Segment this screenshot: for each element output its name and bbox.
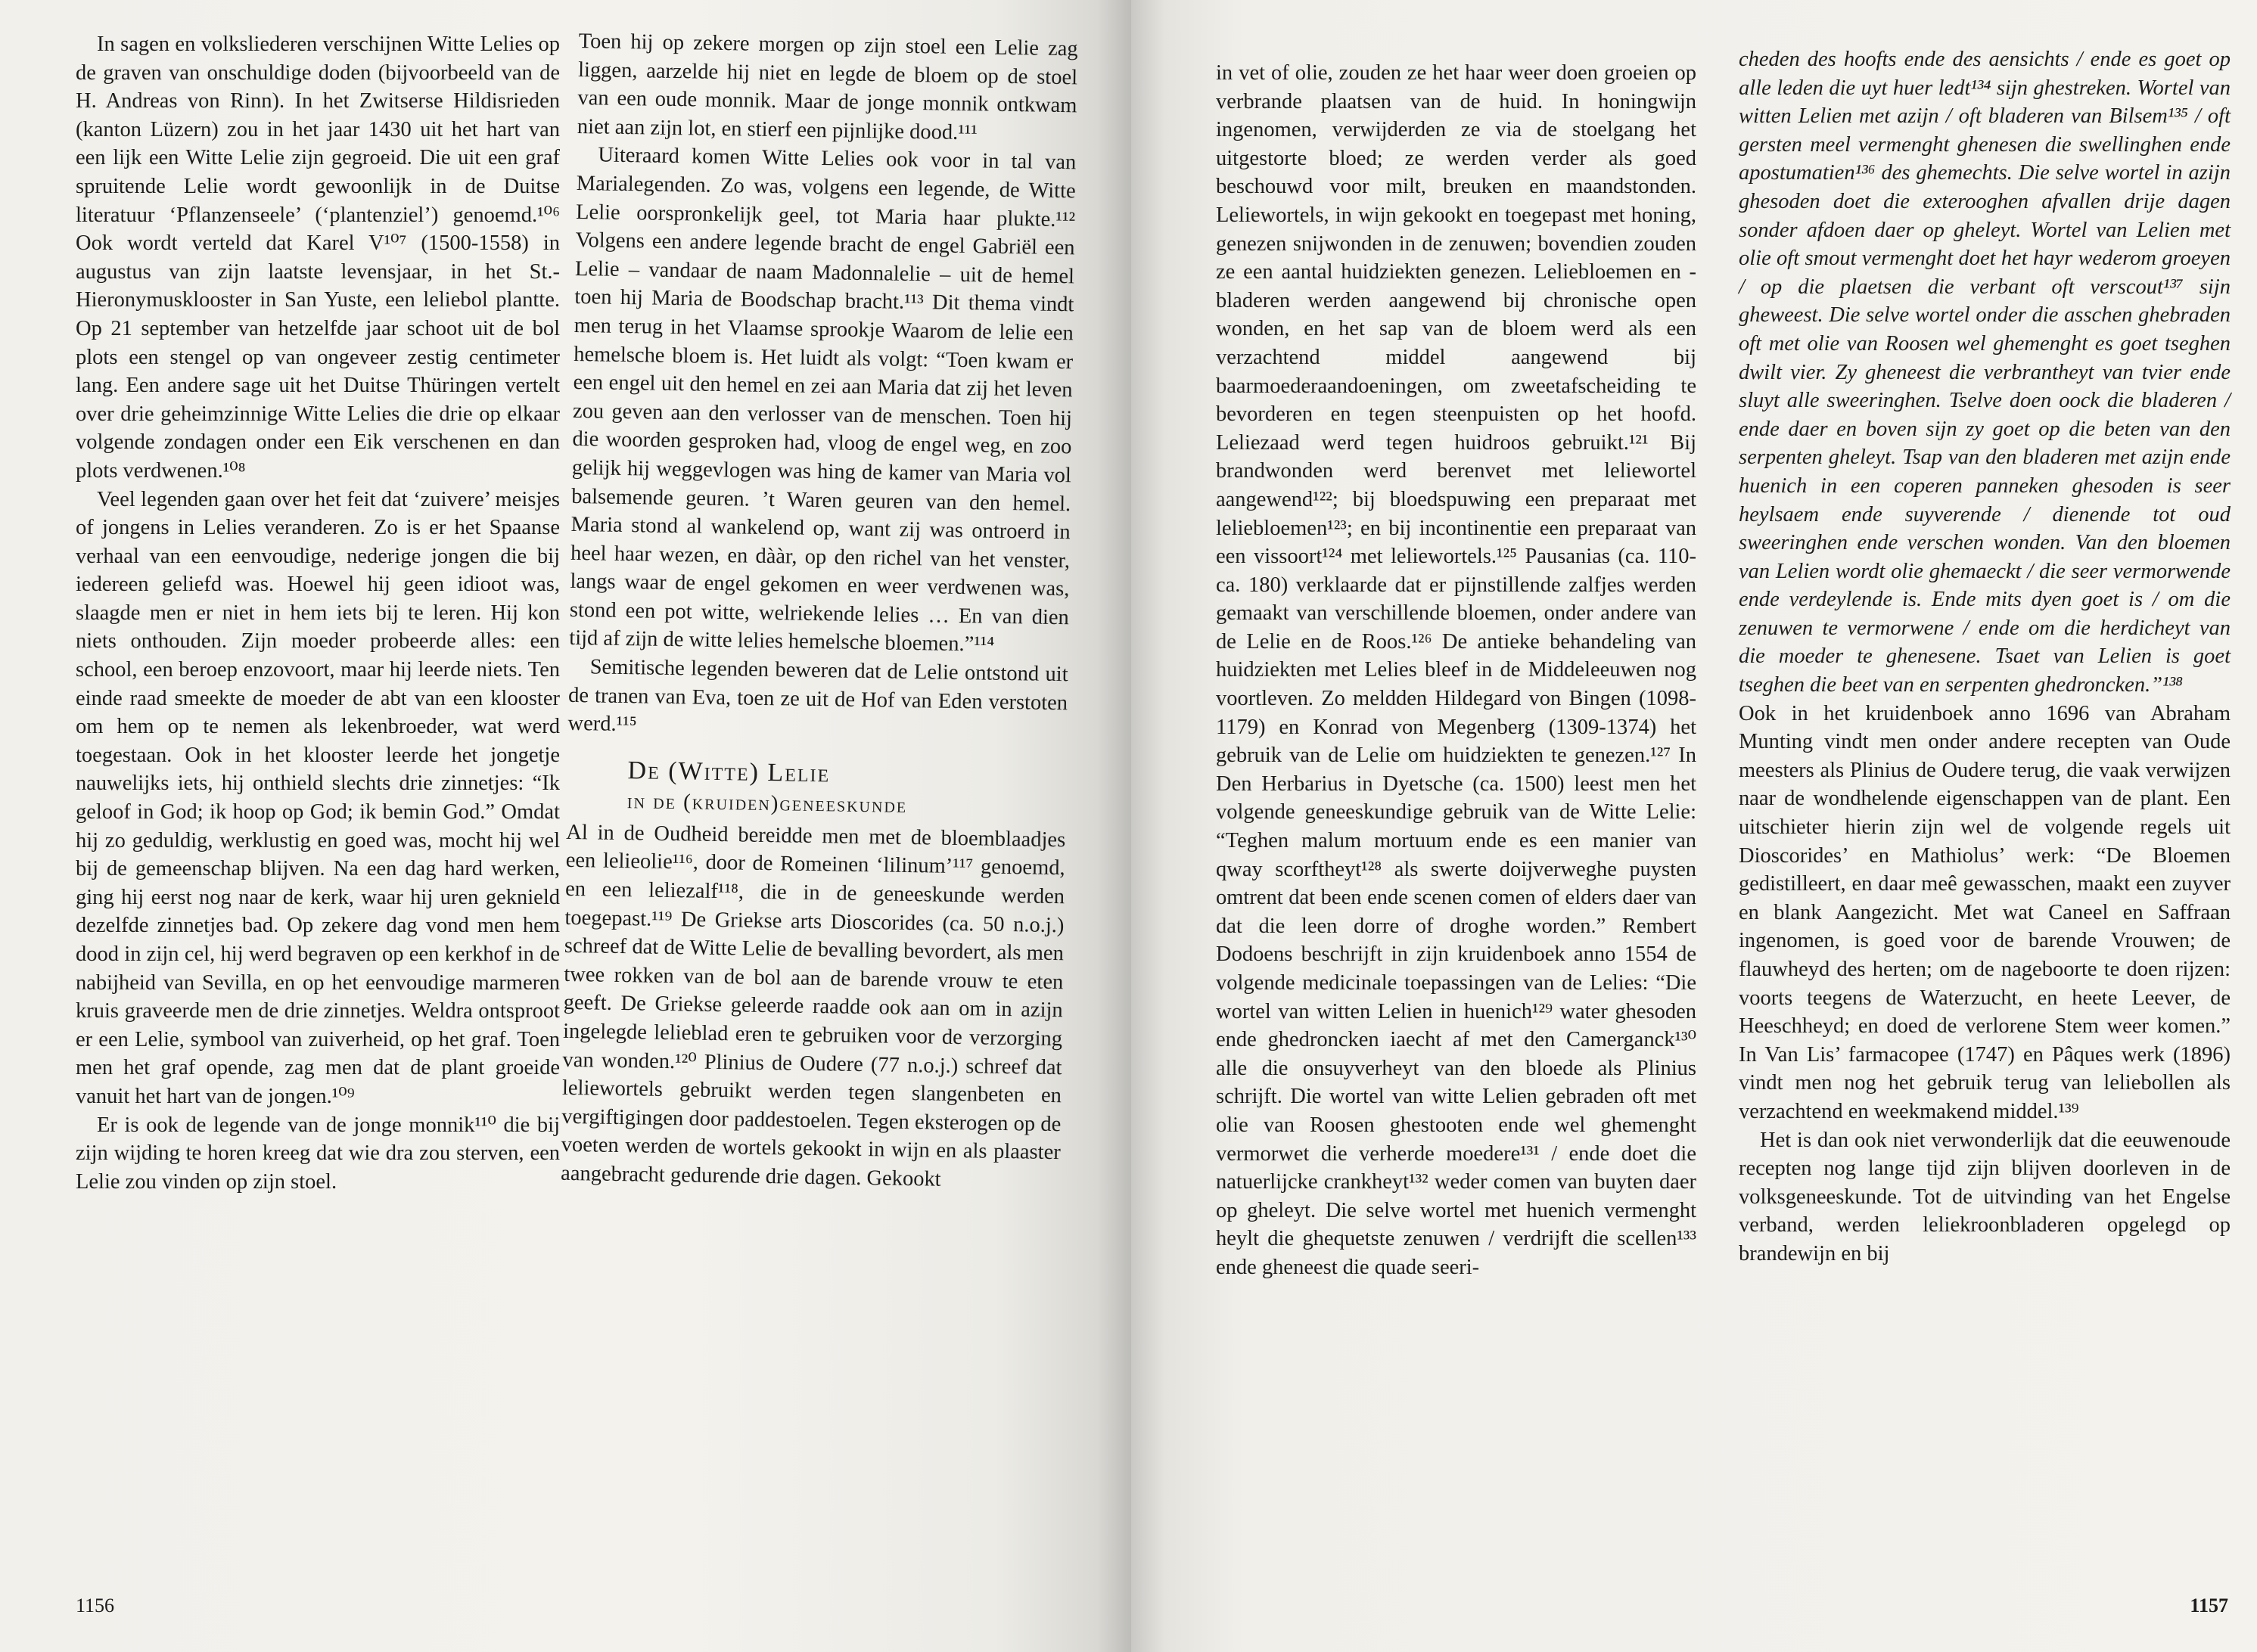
paragraph: Er is ook de legende van de jonge monnik¹¹⁰ die bij zijn wijding te horen kreeg dat wie dra zou sterven, een Lelie zou vinden op zijn stoel. <box>76 1113 560 1194</box>
left-column-2 <box>561 27 1078 1196</box>
quote-paragraph: cheden des hoofts ende des aensichts / ende es goet op alle leden die uyt huer ledt¹³⁴ sijn ghestreken. Wortel van witten Lelien met azijn / oft bladeren van Bilsem¹³⁵ / oft gersten meel vermenght ghenesen die swellinghen ende apostumatien¹³⁶ des ghemechts. Die selve wortel in azijn ghesoden doet die exterooghen afvallen drije dagen sonder afdoen daer op gheleyt. Wortel van Lelien met olie oft smout vermenght doet het hayr wederom groeyen / op die plaetsen die verbant oft verscout¹³⁷ sijn gheweest. Die selve wortel onder die asschen ghebraden oft met olie van Roosen wel ghemenght es goet tseghen dwilt vier. Zy gheneest die verbrantheyt van tvier ende sluyt alle sweeringhen. Tselve doen oock die bladeren / ende daer en boven sijn zy goet op die beten van den serpenten gheleyt. Tsap van den bladeren met azijn ende huenich in een coperen panneken ghesoden is seer heylsaem ende suyverende / dienende tot oud sweeringhen ende verschen wonden. Van den bloemen van Lelien wordt olie ghemaeckt / die seer vermorwende ende verdeylende is. Ende mits dyen goet is / om die zenuwen te vermorwene / ende om die herdicheyt van die moeder te ghenesene. Tsaet van Lelien is goet tseghen die beet van en serpenten ghedroncken.”¹³⁸ <box>1739 48 2231 697</box>
paragraph: Veel legenden gaan over het feit dat ‘zuivere’ meisjes of jongens in Lelies veranderen. Zo is er het Spaanse verhaal van een eenvoudige, nederige jongen die bij iedereen geliefd was. Hoewel hij geen idioot was, slaagde men er niet in hem iets bij te leren. Hij kon niets onthouden. Zijn moeder probeerde alles: een school, een beroep enzovoort, maar hij leerde niets. Ten einde raad smeekte de moeder de abt van een klooster om hem op te nemen als lekenbroeder, wat werd toegestaan. Ook in het klooster leerde het jongetje nauwelijks iets, hij onthield slechts drie zinnetjes: “Ik geloof in God; ik hoop op God; ik bemin God.” Omdat hij zo geduldig, werklustig en goed was, mocht hij wel bij de gemeenschap blijven. Na een dag hard werken, ging hij eerst nog naar de kerk, waar hij uren geknield dezelfde zinnetjes bad. Op zekere dag vond men hem dood in zijn cel, hij werd begraven op een kerkhof in de nabijheid van Sevilla, en op het eenvoudige marmeren kruis graveerde men de drie zinnetjes. Weldra ontsproot er een Lelie, symbool van zuiverheid, op het graf. Toen men het graf opende, zag men dat de plant groeide vanuit het hart van de jongen.¹⁰⁹ <box>76 487 560 1108</box>
right-column-2 <box>1739 45 2231 1268</box>
paragraph: In sagen en volksliederen verschijnen Witte Lelies op de graven van onschuldige doden (bijvoorbeeld van de H. Andreas von Rinn). In het Zwitserse Hildisrieden (kanton Lüzern) zou in het jaar 1430 uit het hart van een lijk een Witte Lelie zijn gegroeid. Die uit een graf spruitende Lelie wordt gewoonlijk in de Duitse literatuur ‘Pflanzenseele’ (‘plantenziel’) genoemd.¹⁰⁶ Ook wordt verteld dat Karel V¹⁰⁷ (1500-1558) in augustus van zijn laatste levensjaar, in het St.-Hieronymusklooster in San Yuste, een leliebol plantte. Op 21 september van hetzelfde jaar schoot uit de bol plots een stengel op van ongeveer zestig centimeter lang. Een andere sage uit het Duitse Thüringen vertelt over drie geheimzinnige Witte Lelies die drie op elkaar volgende zondagen onder een Eik verschenen en dan plots verdwenen.¹⁰⁸ <box>76 33 560 483</box>
section-heading-line-2: in de (kruiden)geneeskunde <box>626 788 908 818</box>
paragraph: Semitische legenden beweren dat de Lelie ontstond uit de tranen van Eva, toen ze uit de Hof van Eden verstoten werd.¹¹⁵ <box>567 655 1068 737</box>
right-column-1 <box>1216 59 1696 1282</box>
page-number-left: 1156 <box>76 1595 115 1616</box>
paragraph: Al in de Oudheid bereidde men met de bloemblaadjes een lelieolie¹¹⁶, door de Romeinen ‘lilinum’¹¹⁷ genoemd, en een leliezalf¹¹⁸, die in de geneeskunde werden toegepast.¹¹⁹ De Griekse arts Dioscorides (ca. 50 n.o.j.) schreef dat de Witte Lelie de bevalling bevordert, als men twee rokken van de bol aan de barende vrouw te eten geeft. De Griekse geleerde raadde ook aan om in azijn ingelegde lelieblad eren te gebruiken voor de verzorging van wonden.¹²⁰ Plinius de Oudere (77 n.o.j.) schreef dat leliewortels gebruikt werden tegen slangenbeten en vergiftigingen door paddestoelen. Tegen eksterogen op de voeten werden de wortels gekookt in wijn en als plaaster aangebracht gedurende drie dagen. Gekookt <box>560 820 1066 1191</box>
paragraph: Ook in het kruidenboek anno 1696 van Abraham Munting vindt men onder andere recepten van Oude meesters als Plinius de Oudere terug, die vaak verwijzen naar de wondhelende eigenschappen van de plant. Een uitschieter hierin zijn wel de volgende regels uit Dioscorides’ en Mathiolus’ werk: “De Bloemen gedistilleert, en daar meê gewasschen, maakt een zuyver en blank Aangezicht. Met wat Caneel en Saffraan ingenomen, is goed voor de barende Vrouwen; de flauwheyd des herten; om de nageboorte te doen rijzen: voorts teegens de Waterzucht, en heete Leever, de Heeschheyd; en doed de verlorene Stem weer komen.” In Van Lis’ farmacopee (1747) en Pâques werk (1896) vindt men nog het gebruik terug van leliebollen als verzachtend en weekmakend middel.¹³⁹ <box>1739 701 2231 1123</box>
right-page <box>1131 0 2257 1652</box>
section-heading <box>567 755 1067 823</box>
paragraph: in vet of olie, zouden ze het haar weer doen groeien op verbrande plaatsen van de huid. In honingwijn ingenomen, verwijderden ze via de stoelgang het uitgestorte bloed; ze werden verder als goed beschouwd voor milt, breuken en maandstonden. Leliewortels, in wijn gekookt en toegepast met honing, genezen snijwonden in de zenuwen; bovendien zouden ze een aantal huidziekten genezen. Leliebloemen en -bladeren werden aangewend bij chronische open wonden, en het sap van de bloem werd als een verzachtend middel aangewend bij baarmoederaandoeningen, om zweetafscheiding te bevorderen en tegen steenpuisten op het hoofd. Leliezaad werd tegen huidroos gebruikt.¹²¹ Bij brandwonden werd berenvet met leliewortel aangewend¹²²; bij bloedspuwing een preparaat met leliebloemen¹²³; en bij incontinentie een preparaat van een vissoort¹²⁴ met leliewortels.¹²⁵ Pausanias (ca. 110-ca. 180) verklaarde dat er pijnstillende zalfjes werden gemaakt van verschillende bloemen, onder andere van de Lelie en de Roos.¹²⁶ De antieke behandeling van huidziekten met Lelies bleef in de Middeleeuwen nog voortleven. Zo meldden Hildegard von Bingen (1098-1179) en Konrad von Megenberg (1309-1374) het gebruik van de Lelie om huidziekten te genezen.¹²⁷ In Den Herbarius in Dyetsche (ca. 1500) leest men het volgende geneeskundige gebruik van de Witte Lelie: “Teghen malum mortuum ende es een manier van qway scorftheyt¹²⁸ als swerte doijverweghe puysten omtrent dat been ende scenen comen of elders daer van dat die leen dorre of droghe worden.” Rembert Dodoens beschrijft in zijn kruidenboek anno 1554 de volgende medicinale toepassingen van de Lelies: “Die wortel van witten Lelien in huenich¹²⁹ water ghesoden ende ghedroncken iaecht af met den Camerganck¹³⁰ alle die onsuyverheyt van den bloede als Plinius schrijft. Die wortel van witte Lelien gebraden oft met olie van Roosen ghestooten ende wel ghemenght vermorwet die verherde moedere¹³¹ / ende doet die natuerlijcke crankheyt¹³² weder comen van buyten daer op gheleyt. Die selve wortel met huenich vermenght heylt die ghequetste zenuwen / verdrijft die scellen¹³³ ende gheneest die quade seeri- <box>1216 61 1696 1279</box>
section-heading-line-1: De (Witte) Lelie <box>627 756 831 788</box>
paragraph: Uiteraard komen Witte Lelies ook voor in tal van Marialegenden. Zo was, volgens een legende, de Witte Lelie oorspronkelijk geel, tot Maria haar plukte.¹¹² Volgens een andere legende bracht de engel Gabriël een Lelie – vandaar de naam Madonnalelie – uit de hemel toen hij Maria de Boodschap bracht.¹¹³ Dit thema vindt men terug in het Vlaamse sprookje Waarom de lelie een hemelsche bloem is. Het luidt als volgt: “Toen kwam er een engel uit den hemel en zei aan Maria dat zij het leven zou geven aan den verlosser van de menschen. Toen hij die woorden gesproken had, vloog de engel weg, en zoo gelijk hij weggevlogen was hing de kamer van Maria vol balsemende geuren. ’t Waren geuren van den hemel. Maria stond al wankelend op, want zij was ontroerd in heel haar wezen, en dààr, op den richel van het venster, langs waar de engel gekomen en weer verdwenen was, stond een pot witte, welriekende lelies … En van dien tijd af zijn de witte lelies hemelsche bloemen.”¹¹⁴ <box>569 143 1077 657</box>
paragraph: Toen hij op zekere morgen op zijn stoel een Lelie zag liggen, aarzelde hij niet en legde de bloem op de stoel van een oude monnik. Maar de jonge monnik ontkwam niet aan zijn lot, en stierf een pijnlijke dood.¹¹¹ <box>577 29 1078 145</box>
paragraph: Het is dan ook niet verwonderlijk dat die eeuwenoude recepten nog lange tijd zijn blijven doorleven in de volksgeneeskunde. Tot de uitvinding van het Engelse verband, werden leliekroonbladeren opgelegd op brandewijn en bij <box>1739 1128 2231 1265</box>
page-number-right: 1157 <box>2190 1595 2228 1616</box>
left-column-1 <box>76 30 560 1196</box>
